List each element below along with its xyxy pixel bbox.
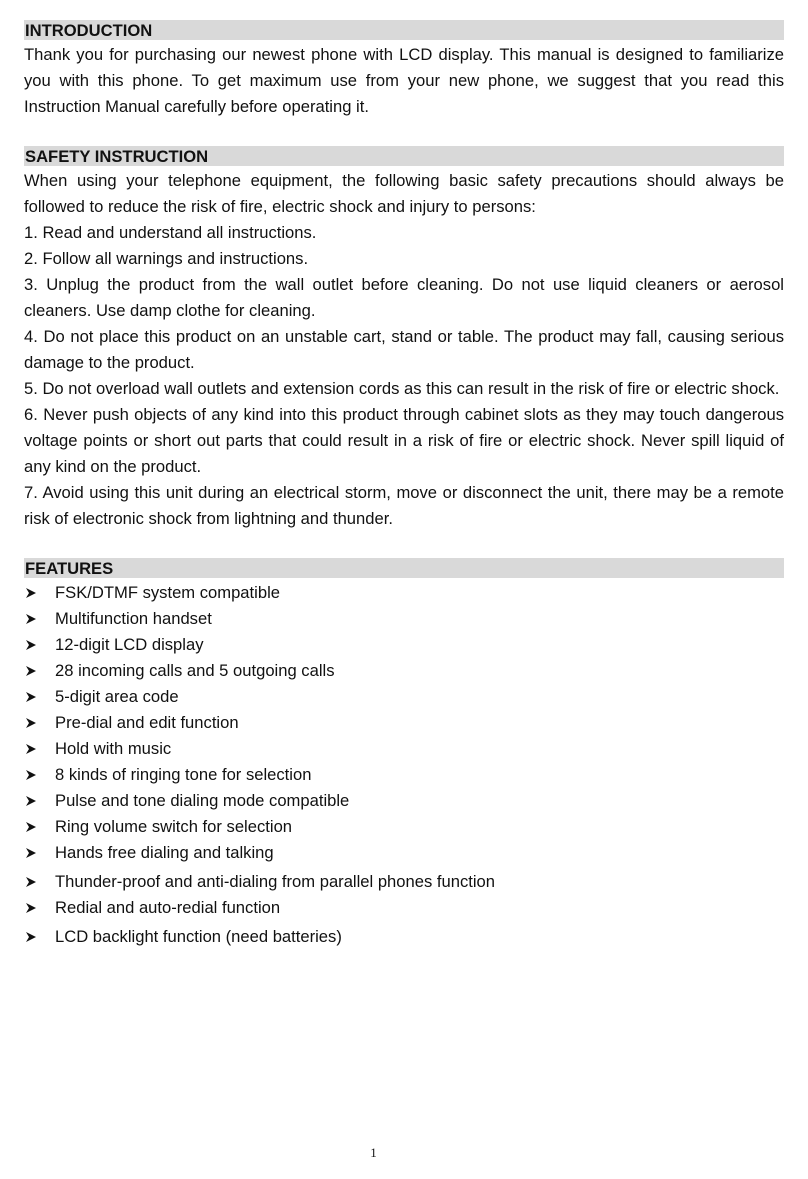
section-gap — [24, 532, 784, 558]
features-heading: FEATURES — [24, 558, 784, 578]
feature-item — [24, 632, 784, 658]
feature-text: 8 kinds of ringing tone for selection — [55, 765, 312, 784]
arrow-bullet-icon — [24, 606, 38, 632]
arrow-bullet-icon — [24, 788, 38, 814]
feature-item — [24, 580, 784, 606]
feature-text: 28 incoming calls and 5 outgoing calls — [55, 661, 335, 680]
feature-text: Multifunction handset — [55, 609, 212, 628]
feature-text: Ring volume switch for selection — [55, 817, 293, 836]
feature-item — [24, 658, 784, 684]
safety-item: 2. Follow all warnings and instructions. — [24, 249, 309, 268]
safety-item: 3. Unplug the product from the wall outlet before cleaning. Do not use liquid cleaners or aerosol cleaners. Use damp clothe for cleaning. — [24, 275, 784, 320]
safety-item: 5. Do not overload wall outlets and extension cords as this can result in the risk of fire or electric shock. — [24, 379, 780, 398]
arrow-bullet-icon — [24, 814, 38, 840]
feature-item — [24, 788, 784, 814]
arrow-bullet-icon — [24, 710, 38, 736]
feature-text: Hold with music — [55, 739, 172, 758]
arrow-bullet-icon — [24, 580, 38, 606]
section-gap — [24, 120, 784, 146]
arrow-bullet-icon — [24, 869, 38, 895]
feature-item — [24, 869, 784, 895]
arrow-bullet-icon — [24, 632, 38, 658]
arrow-bullet-icon — [24, 895, 38, 921]
feature-item — [24, 736, 784, 762]
manual-page — [24, 20, 784, 950]
safety-item: 7. Avoid using this unit during an electrical storm, move or disconnect the unit, there may be a remote risk of electronic shock from lightning and thunder. — [24, 483, 784, 528]
arrow-bullet-icon — [24, 736, 38, 762]
arrow-bullet-icon — [24, 924, 38, 950]
arrow-bullet-icon — [24, 684, 38, 710]
safety-intro-text: When using your telephone equipment, the following basic safety precautions should always be followed to reduce the risk of fire, electric shock and injury to persons: — [24, 171, 784, 216]
introduction-text: Thank you for purchasing our newest phone with LCD display. This manual is designed to familiarize you with this phone. To get maximum use from your new phone, we suggest that you read this Instruction Manual carefully before operating it. — [24, 45, 784, 116]
feature-text: Hands free dialing and talking — [55, 843, 274, 862]
feature-text: Redial and auto-redial function — [55, 898, 281, 917]
feature-item — [24, 814, 784, 840]
safety-heading: SAFETY INSTRUCTION — [24, 146, 784, 166]
safety-item: 6. Never push objects of any kind into this product through cabinet slots as they may touch dangerous voltage points or short out parts that could result in a risk of fire or electric shock. Never spill liquid of any kind on the product. — [24, 405, 784, 476]
feature-text: 5-digit area code — [55, 687, 179, 706]
feature-item — [24, 762, 784, 788]
feature-text: Thunder-proof and anti-dialing from parallel phones function — [55, 872, 496, 891]
page-number: 1 — [370, 1145, 377, 1160]
feature-item — [24, 606, 784, 632]
feature-text: Pre-dial and edit function — [55, 713, 239, 732]
feature-item — [24, 895, 784, 921]
feature-text: 12-digit LCD display — [55, 635, 204, 654]
feature-text: LCD backlight function (need batteries) — [55, 927, 342, 946]
feature-text: FSK/DTMF system compatible — [55, 583, 280, 602]
safety-item: 1. Read and understand all instructions. — [24, 223, 317, 242]
arrow-bullet-icon — [24, 658, 38, 684]
feature-item — [24, 710, 784, 736]
feature-item — [24, 840, 784, 866]
feature-item — [24, 684, 784, 710]
feature-text: Pulse and tone dialing mode compatible — [55, 791, 350, 810]
introduction-heading: INTRODUCTION — [24, 20, 784, 40]
safety-list — [24, 220, 784, 532]
safety-item: 4. Do not place this product on an unstable cart, stand or table. The product may fall, causing serious damage to the product. — [24, 327, 784, 372]
features-list — [24, 580, 784, 950]
arrow-bullet-icon — [24, 762, 38, 788]
feature-item — [24, 924, 784, 950]
arrow-bullet-icon — [24, 840, 38, 866]
